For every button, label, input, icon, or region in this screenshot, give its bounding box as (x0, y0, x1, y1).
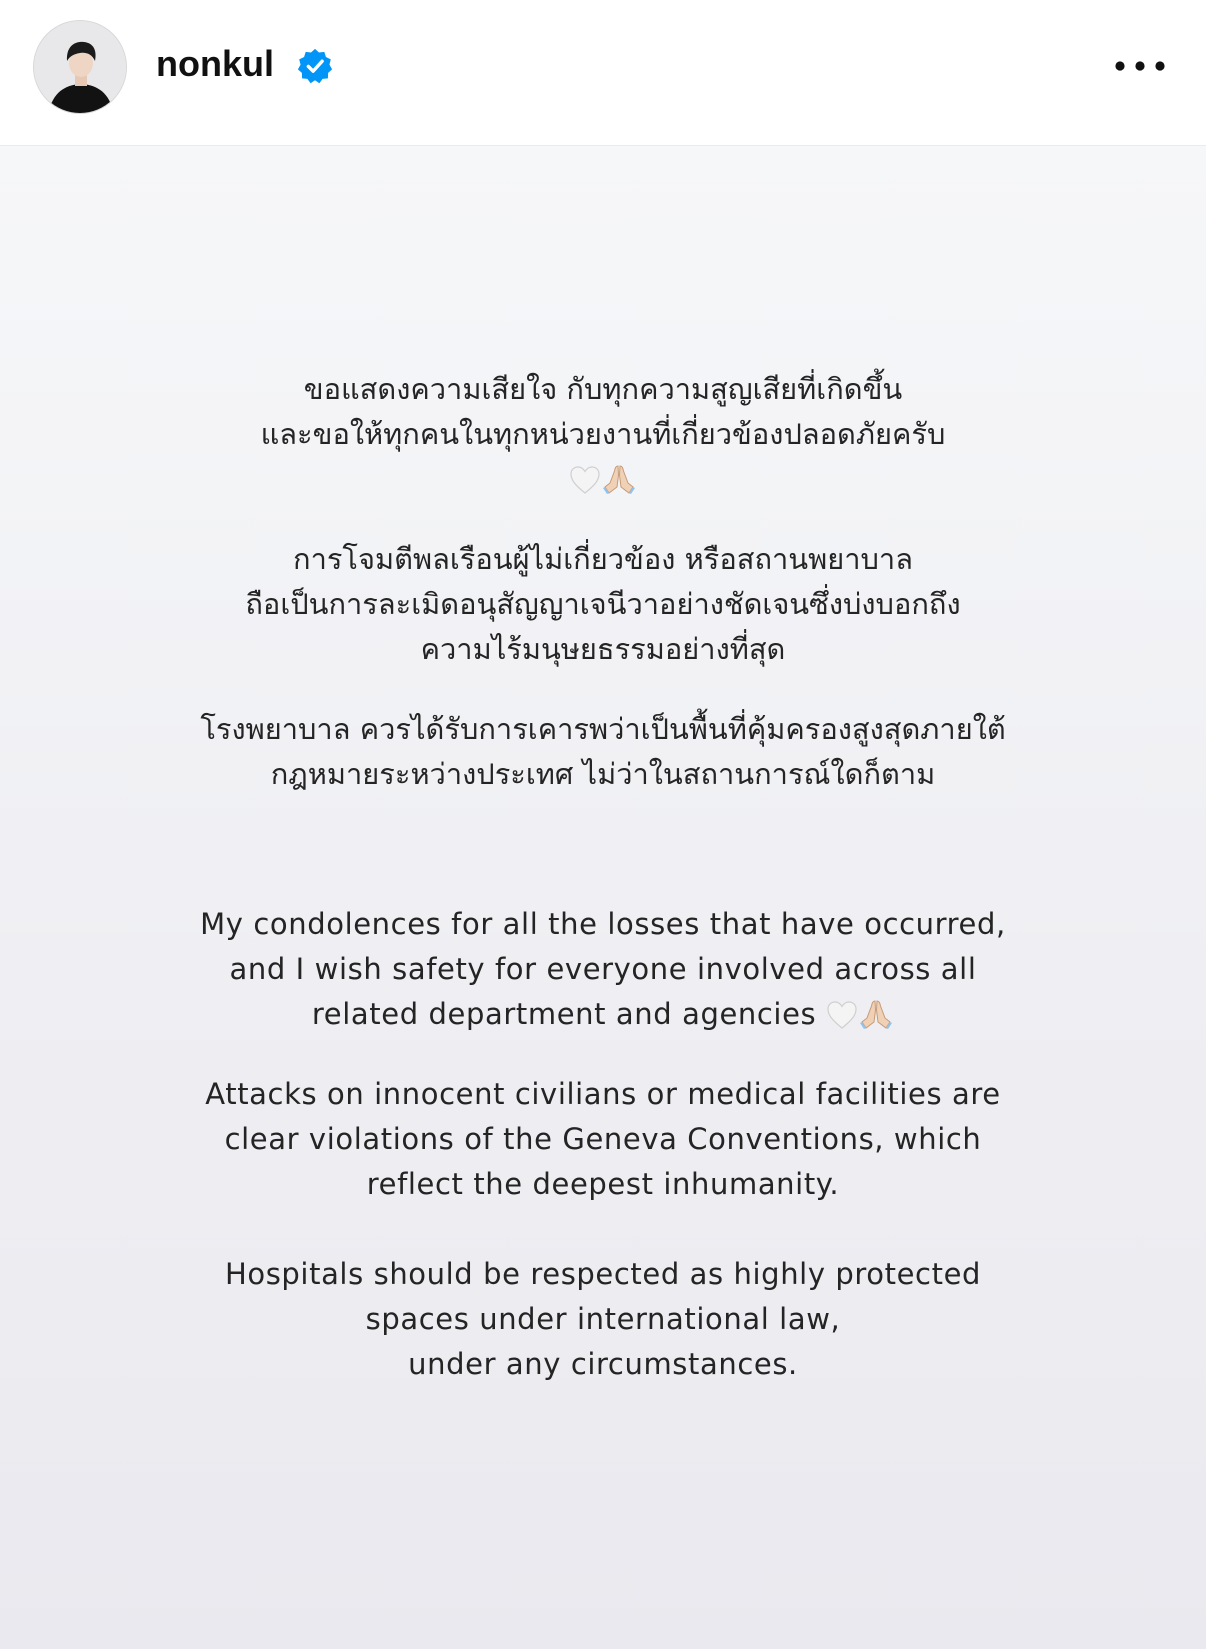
text-line: Attacks on innocent civilians or medical facilities are (205, 1077, 1001, 1111)
thai-paragraph-1 (0, 367, 1206, 502)
english-paragraph-2 (0, 1072, 1206, 1207)
text-line: กฎหมายระหว่างประเทศ ไม่ว่าในสถานการณ์ใดก็ตาม (270, 757, 936, 791)
text-line: การโจมตีพลเรือนผู้ไม่เกี่ยวข้อง หรือสถานพยาบาล (293, 542, 913, 576)
text-line: and I wish safety for everyone involved across all (229, 952, 977, 986)
text-line: Hospitals should be respected as highly protected (224, 1257, 982, 1291)
more-options-icon[interactable] (1110, 48, 1170, 84)
thai-paragraph-3 (0, 707, 1206, 797)
folded-hands-icon (858, 998, 894, 1030)
text-line-with-emoji (0, 992, 1206, 1037)
verified-badge-icon (296, 47, 334, 85)
text-line: My condolences for all the losses that have occurred, (200, 907, 1006, 941)
english-paragraph-3 (0, 1252, 1206, 1387)
text-line: reflect the deepest inhumanity. (366, 1167, 840, 1201)
thai-paragraph-2 (0, 537, 1206, 672)
avatar-image (34, 21, 127, 114)
username[interactable]: nonkul (156, 43, 274, 84)
text-line: spaces under international law, (365, 1302, 841, 1336)
text-line: under any circumstances. (408, 1347, 798, 1381)
english-paragraph-1 (0, 902, 1206, 1037)
text-line: โรงพยาบาล ควรได้รับการเคารพว่าเป็นพื้นที่คุ้มครองสูงสุดภายใต้ (200, 712, 1006, 746)
profile-avatar[interactable] (33, 20, 127, 114)
white-heart-icon (826, 1000, 858, 1030)
text-line: ถือเป็นการละเมิดอนุสัญญาเจนีวาอย่างชัดเจนซึ่งบ่งบอกถึง (245, 587, 961, 621)
text-line: ความไร้มนุษยธรรมอย่างที่สุด (420, 632, 786, 666)
emoji-line (0, 457, 1206, 502)
text-line: ขอแสดงความเสียใจ กับทุกความสูญเสียที่เกิดขึ้น (303, 372, 903, 406)
post-header (0, 0, 1206, 146)
text-line: และขอให้ทุกคนในทุกหน่วยงานที่เกี่ยวข้องปลอดภัยครับ (260, 417, 946, 451)
text-line: clear violations of the Geneva Conventions, which (224, 1122, 982, 1156)
folded-hands-icon (601, 463, 637, 495)
post-image (0, 146, 1206, 1649)
white-heart-icon (569, 465, 601, 495)
text-fragment: related department and agencies (311, 997, 817, 1031)
